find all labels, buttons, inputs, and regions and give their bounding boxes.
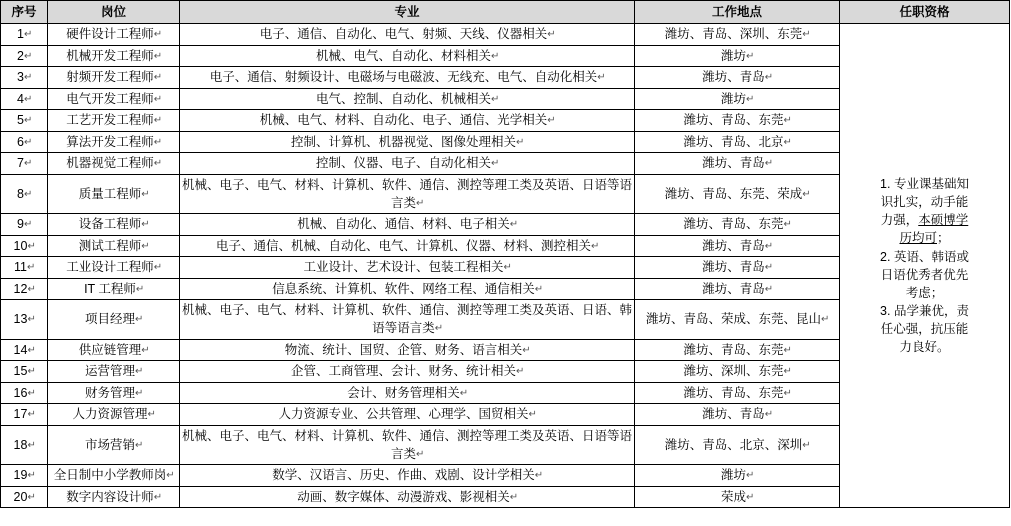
cell-location: 潍坊、青岛、深圳、东莞↵ <box>635 24 840 46</box>
paragraph-mark: ↵ <box>135 283 145 295</box>
paragraph-mark: ↵ <box>153 115 163 126</box>
paragraph-mark: ↵ <box>23 188 33 200</box>
paragraph-mark: ↵ <box>783 387 792 399</box>
header-location: 工作地点 <box>635 1 840 24</box>
cell-position: 电气开发工程师↵ <box>48 88 180 110</box>
paragraph-mark: ↵ <box>141 188 150 200</box>
paragraph-mark: ↵ <box>522 344 531 356</box>
paragraph-mark: ↵ <box>746 93 755 105</box>
cell-no: 15↵ <box>1 361 48 383</box>
paragraph-mark: ↵ <box>547 29 556 40</box>
cell-no: 18↵ <box>1 425 48 465</box>
cell-no: 20↵ <box>1 486 48 508</box>
cell-location: 潍坊、青岛、东莞↵ <box>635 214 840 236</box>
cell-major: 机械、电子、电气、材料、计算机、软件、通信、测控等理工类及英语、日语、韩语等语言类↵ <box>180 300 635 340</box>
cell-location: 潍坊、青岛↵ <box>635 235 840 257</box>
cell-location: 潍坊、青岛↵ <box>635 257 840 279</box>
paragraph-mark: ↵ <box>764 158 774 169</box>
cell-major: 人力资源专业、公共管理、心理学、国贸相关↵ <box>180 404 635 426</box>
requirement-line: 历均可； <box>899 231 950 246</box>
cell-major: 动画、数字媒体、动漫游戏、影视相关↵ <box>180 486 635 508</box>
cell-location: 潍坊、青岛↵ <box>635 67 840 89</box>
paragraph-mark: ↵ <box>764 409 774 421</box>
cell-major: 控制、计算机、机器视觉、图像处理相关↵ <box>180 131 635 153</box>
cell-location: 潍坊↵ <box>635 45 840 67</box>
cell-location: 潍坊、青岛↵ <box>635 153 840 175</box>
paragraph-mark: ↵ <box>27 344 36 356</box>
table-row <box>1 24 1010 46</box>
requirement-line: 任心强，抗压能 <box>880 322 969 337</box>
paragraph-mark: ↵ <box>153 158 163 169</box>
cell-position: IT 工程师↵ <box>48 278 180 300</box>
table-body <box>1 24 1010 508</box>
paragraph-mark: ↵ <box>764 240 774 252</box>
paragraph-mark: ↵ <box>27 314 36 326</box>
paragraph-mark: ↵ <box>135 366 144 378</box>
requirement-line: 考虑； <box>905 285 944 300</box>
cell-position: 硬件设计工程师↵ <box>48 24 180 46</box>
cell-location: 潍坊、青岛、北京↵ <box>635 131 840 153</box>
paragraph-mark: ↵ <box>27 366 36 378</box>
cell-location: 潍坊↵ <box>635 88 840 110</box>
cell-requirements <box>840 24 1010 508</box>
cell-no: 19↵ <box>1 465 48 487</box>
paragraph-mark: ↵ <box>27 283 36 295</box>
cell-major: 工业设计、艺术设计、包装工程相关↵ <box>180 257 635 279</box>
paragraph-mark: ↵ <box>503 262 512 274</box>
cell-major: 数学、汉语言、历史、作曲、戏剧、设计学相关↵ <box>180 465 635 487</box>
header-position: 岗位 <box>48 1 180 24</box>
cell-no: 10↵ <box>1 235 48 257</box>
paragraph-mark: ↵ <box>528 409 537 421</box>
cell-location: 潍坊、青岛、东莞、荣成↵ <box>635 174 840 214</box>
cell-no: 14↵ <box>1 339 48 361</box>
paragraph-mark: ↵ <box>764 262 774 274</box>
paragraph-mark: ↵ <box>153 93 163 105</box>
cell-location: 潍坊、青岛、东莞↵ <box>635 382 840 404</box>
cell-no: 3↵ <box>1 67 48 89</box>
paragraph-mark: ↵ <box>516 136 525 148</box>
cell-major: 机械、电子、电气、材料、计算机、软件、通信、测控等理工类及英语、日语等语言类↵ <box>180 174 635 214</box>
paragraph-mark: ↵ <box>516 366 525 378</box>
cell-position: 运营管理↵ <box>48 361 180 383</box>
paragraph-mark: ↵ <box>153 491 163 503</box>
paragraph-mark: ↵ <box>153 29 163 40</box>
paragraph-mark: ↵ <box>135 387 144 399</box>
paragraph-mark: ↵ <box>802 439 811 451</box>
cell-position: 供应链管理↵ <box>48 339 180 361</box>
paragraph-mark: ↵ <box>141 344 150 356</box>
cell-location: 潍坊、青岛↵ <box>635 278 840 300</box>
paragraph-mark: ↵ <box>23 158 33 169</box>
paragraph-mark: ↵ <box>141 219 150 231</box>
cell-major: 电子、通信、自动化、电气、射频、天线、仪器相关↵ <box>180 24 635 46</box>
paragraph-mark: ↵ <box>459 387 469 399</box>
paragraph-mark: ↵ <box>135 439 144 451</box>
cell-position: 射频开发工程师↵ <box>48 67 180 89</box>
cell-position: 财务管理↵ <box>48 382 180 404</box>
paragraph-mark: ↵ <box>26 262 36 274</box>
paragraph-mark: ↵ <box>166 470 175 482</box>
cell-position: 市场营销↵ <box>48 425 180 465</box>
paragraph-mark: ↵ <box>491 50 500 62</box>
cell-major: 机械、自动化、通信、材料、电子相关↵ <box>180 214 635 236</box>
cell-no: 13↵ <box>1 300 48 340</box>
paragraph-mark: ↵ <box>783 136 792 148</box>
paragraph-mark: ↵ <box>764 72 774 83</box>
paragraph-mark: ↵ <box>821 314 830 326</box>
cell-major: 电气、控制、自动化、机械相关↵ <box>180 88 635 110</box>
cell-no: 17↵ <box>1 404 48 426</box>
paragraph-mark: ↵ <box>509 219 519 231</box>
cell-position: 机器视觉工程师↵ <box>48 153 180 175</box>
cell-major: 电子、通信、射频设计、电磁场与电磁波、无线充、电气、自动化相关↵ <box>180 67 635 89</box>
cell-major: 信息系统、计算机、软件、网络工程、通信相关↵ <box>180 278 635 300</box>
cell-no: 11↵ <box>1 257 48 279</box>
paragraph-mark: ↵ <box>802 188 811 200</box>
cell-no: 9↵ <box>1 214 48 236</box>
paragraph-mark: ↵ <box>23 72 33 83</box>
cell-location: 潍坊、青岛、北京、深圳↵ <box>635 425 840 465</box>
paragraph-mark: ↵ <box>746 50 755 62</box>
cell-position: 工业设计工程师↵ <box>48 257 180 279</box>
paragraph-mark: ↵ <box>547 115 556 126</box>
requirement-line: 1. 专业课基础知 <box>880 177 969 192</box>
paragraph-mark: ↵ <box>23 219 33 231</box>
paragraph-mark: ↵ <box>597 72 606 83</box>
cell-position: 数字内容设计师↵ <box>48 486 180 508</box>
cell-major: 物流、统计、国贸、企管、财务、语言相关↵ <box>180 339 635 361</box>
paragraph-mark: ↵ <box>491 93 500 105</box>
paragraph-mark: ↵ <box>23 115 33 126</box>
cell-no: 2↵ <box>1 45 48 67</box>
paragraph-mark: ↵ <box>509 491 519 503</box>
paragraph-mark: ↵ <box>591 240 600 252</box>
cell-location: 潍坊、青岛、东莞↵ <box>635 110 840 132</box>
paragraph-mark: ↵ <box>783 344 792 356</box>
paragraph-mark: ↵ <box>27 240 36 252</box>
cell-major: 电子、通信、机械、自动化、电气、计算机、仪器、材料、测控相关↵ <box>180 235 635 257</box>
cell-position: 工艺开发工程师↵ <box>48 110 180 132</box>
header-no: 序号 <box>1 1 48 24</box>
cell-no: 12↵ <box>1 278 48 300</box>
cell-major: 机械、电子、电气、材料、计算机、软件、通信、测控等理工类及英语、日语等语言类↵ <box>180 425 635 465</box>
requirement-line: 力强，本硕博学 <box>880 213 969 228</box>
paragraph-mark: ↵ <box>147 409 156 421</box>
paragraph-mark: ↵ <box>23 136 33 148</box>
paragraph-mark: ↵ <box>153 262 163 274</box>
cell-location: 荣成↵ <box>635 486 840 508</box>
cell-position: 设备工程师↵ <box>48 214 180 236</box>
paragraph-mark: ↵ <box>27 491 36 503</box>
paragraph-mark: ↵ <box>534 283 544 295</box>
paragraph-mark: ↵ <box>23 29 33 40</box>
paragraph-mark: ↵ <box>783 219 792 231</box>
header-row <box>1 1 1010 24</box>
requirement-line: 力良好。 <box>899 340 950 355</box>
cell-major: 机械、电气、自动化、材料相关↵ <box>180 45 635 67</box>
cell-no: 8↵ <box>1 174 48 214</box>
paragraph-mark: ↵ <box>135 314 144 326</box>
cell-location: 潍坊、青岛、荣成、东莞、昆山↵ <box>635 300 840 340</box>
paragraph-mark: ↵ <box>27 439 36 451</box>
requirement-line: 2. 英语、韩语或 <box>880 249 969 264</box>
paragraph-mark: ↵ <box>783 366 792 378</box>
paragraph-mark: ↵ <box>802 29 811 40</box>
paragraph-mark: ↵ <box>27 409 36 421</box>
cell-no: 4↵ <box>1 88 48 110</box>
paragraph-mark: ↵ <box>23 50 33 62</box>
cell-no: 5↵ <box>1 110 48 132</box>
cell-position: 质量工程师↵ <box>48 174 180 214</box>
table-header <box>1 1 1010 24</box>
paragraph-mark: ↵ <box>783 115 792 126</box>
cell-major: 控制、仪器、电子、自动化相关↵ <box>180 153 635 175</box>
cell-position: 算法开发工程师↵ <box>48 131 180 153</box>
cell-position: 测试工程师↵ <box>48 235 180 257</box>
cell-no: 1↵ <box>1 24 48 46</box>
paragraph-mark: ↵ <box>491 158 500 169</box>
header-major: 专业 <box>180 1 635 24</box>
header-requirements: 任职资格 <box>840 1 1010 24</box>
cell-position: 项目经理↵ <box>48 300 180 340</box>
paragraph-mark: ↵ <box>153 50 163 62</box>
paragraph-mark: ↵ <box>153 136 163 148</box>
paragraph-mark: ↵ <box>434 323 444 335</box>
paragraph-mark: ↵ <box>153 72 163 83</box>
cell-no: 7↵ <box>1 153 48 175</box>
paragraph-mark: ↵ <box>416 448 425 460</box>
cell-major: 机械、电气、材料、自动化、电子、通信、光学相关↵ <box>180 110 635 132</box>
requirement-line: 识扎实，动手能 <box>880 195 969 210</box>
requirement-line: 3. 品学兼优，责 <box>880 303 969 318</box>
paragraph-mark: ↵ <box>141 240 150 252</box>
paragraph-mark: ↵ <box>746 491 755 503</box>
cell-position: 机械开发工程师↵ <box>48 45 180 67</box>
cell-location: 潍坊↵ <box>635 465 840 487</box>
paragraph-mark: ↵ <box>416 197 425 209</box>
paragraph-mark: ↵ <box>23 93 33 105</box>
cell-position: 全日制中小学教师岗↵ <box>48 465 180 487</box>
paragraph-mark: ↵ <box>27 470 36 482</box>
paragraph-mark: ↵ <box>746 470 755 482</box>
cell-location: 潍坊、青岛↵ <box>635 404 840 426</box>
cell-no: 6↵ <box>1 131 48 153</box>
paragraph-mark: ↵ <box>27 387 36 399</box>
paragraph-mark: ↵ <box>764 283 774 295</box>
cell-location: 潍坊、深圳、东莞↵ <box>635 361 840 383</box>
requirement-line: 日语优秀者优先 <box>880 267 969 282</box>
cell-location: 潍坊、青岛、东莞↵ <box>635 339 840 361</box>
cell-position: 人力资源管理↵ <box>48 404 180 426</box>
paragraph-mark: ↵ <box>534 470 544 482</box>
cell-major: 企管、工商管理、会计、财务、统计相关↵ <box>180 361 635 383</box>
cell-no: 16↵ <box>1 382 48 404</box>
cell-major: 会计、财务管理相关↵ <box>180 382 635 404</box>
